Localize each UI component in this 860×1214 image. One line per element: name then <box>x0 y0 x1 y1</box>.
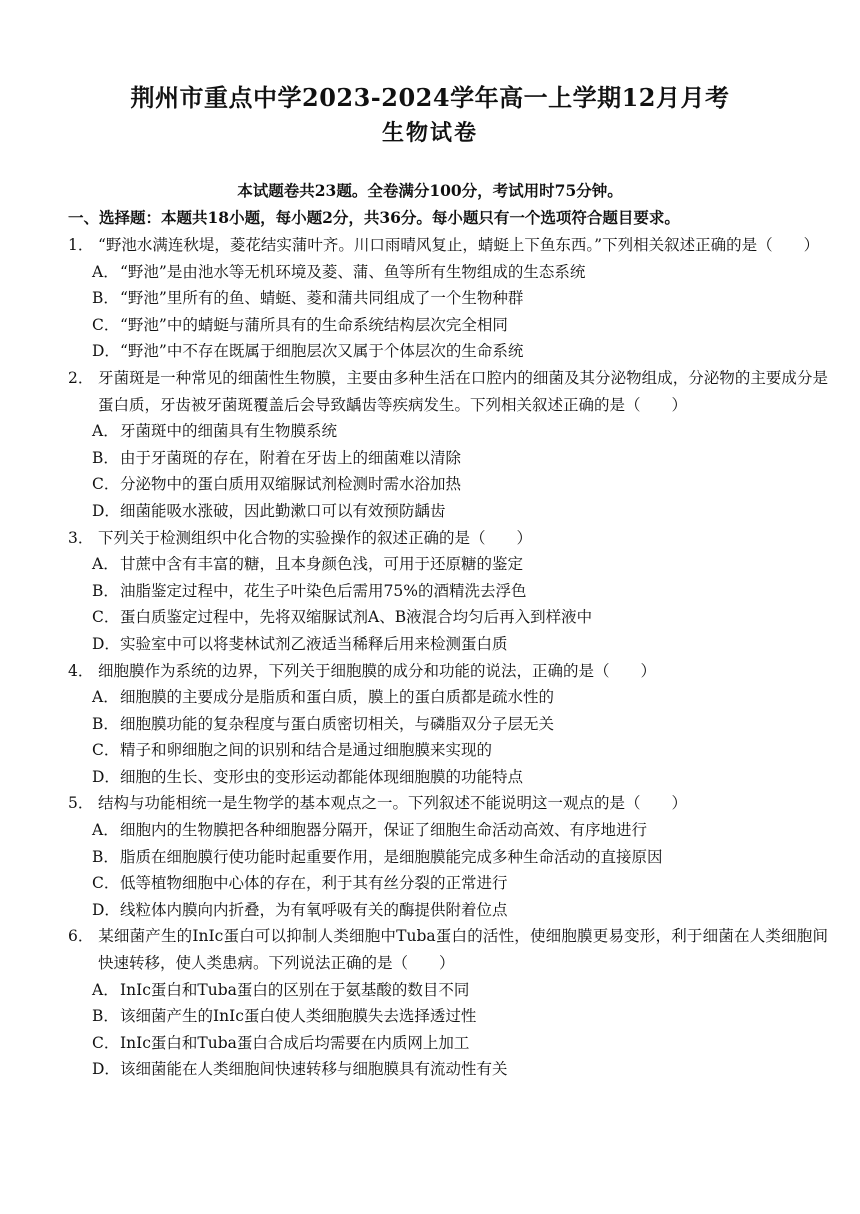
option-b <box>68 285 828 312</box>
option-b <box>68 578 828 605</box>
option-d <box>68 631 828 658</box>
option-text: 细胞的生长、变形虫的变形运动都能体现细胞膜的功能特点 <box>120 767 524 786</box>
question-stem <box>68 790 828 817</box>
option-a <box>68 418 828 445</box>
option-text: “野池”是由池水等无机环境及菱、蒲、鱼等所有生物组成的生态系统 <box>120 262 586 281</box>
option-text: 细胞膜功能的复杂程度与蛋白质密切相关，与磷脂双分子层无关 <box>120 714 555 733</box>
question-2 <box>68 365 828 525</box>
option-c <box>68 870 828 897</box>
question-number: 6． <box>68 927 94 946</box>
option-label: A． <box>92 422 119 441</box>
option-text: 实验室中可以将斐林试剂乙液适当稀释后用来检测蛋白质 <box>120 634 508 653</box>
question-5 <box>68 790 828 923</box>
option-c <box>68 1030 828 1057</box>
option-text: 细胞膜的主要成分是脂质和蛋白质，膜上的蛋白质都是疏水性的 <box>120 688 555 707</box>
option-text: “野池”中的蜻蜓与蒲所具有的生命系统结构层次完全相同 <box>120 315 508 334</box>
question-list <box>68 232 828 1083</box>
option-label: C． <box>92 741 120 760</box>
option-label: B． <box>92 448 119 467</box>
option-text: “野池”中不存在既属于细胞层次又属于个体层次的生命系统 <box>120 342 524 361</box>
question-number: 2． <box>68 368 94 387</box>
option-label: D． <box>92 634 120 653</box>
option-text: 精子和卵细胞之间的识别和结合是通过细胞膜来实现的 <box>120 741 493 760</box>
option-label: D． <box>92 767 120 786</box>
question-1 <box>68 232 828 365</box>
option-text: 分泌物中的蛋白质用双缩脲试剂检测时需水浴加热 <box>120 475 462 494</box>
option-label: D． <box>92 1060 120 1079</box>
question-4 <box>68 658 828 791</box>
option-a <box>68 259 828 286</box>
option-label: B． <box>92 714 119 733</box>
option-d <box>68 338 828 365</box>
option-text: “野池”里所有的鱼、蜻蜓、菱和蒲共同组成了一个生物种群 <box>120 289 524 308</box>
option-label: A． <box>92 980 119 999</box>
option-d <box>68 897 828 924</box>
option-text: 甘蔗中含有丰富的糖，且本身颜色浅，可用于还原糖的鉴定 <box>120 555 524 574</box>
option-label: C． <box>92 874 120 893</box>
question-3 <box>68 525 828 658</box>
option-label: C． <box>92 1033 120 1052</box>
question-text: 细胞膜作为系统的边界，下列关于细胞膜的成分和功能的说法，正确的是（ ） <box>98 661 657 680</box>
option-text: 牙菌斑中的细菌具有生物膜系统 <box>120 422 338 441</box>
question-stem <box>68 923 828 976</box>
option-label: C． <box>92 608 120 627</box>
option-d <box>68 1056 828 1083</box>
option-label: D． <box>92 501 120 520</box>
option-label: D． <box>92 900 120 919</box>
option-d <box>68 764 828 791</box>
option-b <box>68 1003 828 1030</box>
option-text: 细胞内的生物膜把各种细胞器分隔开，保证了细胞生命活动高效、有序地进行 <box>120 821 648 840</box>
option-c <box>68 471 828 498</box>
option-text: 低等植物细胞中心体的存在，利于其有丝分裂的正常进行 <box>120 874 508 893</box>
question-text: 牙菌斑是一种常见的细菌性生物膜，主要由多种生活在口腔内的细菌及其分泌物组成，分泌物的主要成分是蛋白质，牙齿被牙菌斑覆盖后会导致龋齿等疾病发生。下列相关叙述正确的是（ ） <box>98 368 828 414</box>
option-label: A． <box>92 821 119 840</box>
option-d <box>68 498 828 525</box>
question-stem <box>68 232 828 259</box>
option-a <box>68 684 828 711</box>
option-text: 该细菌产生的InIc蛋白使人类细胞膜失去选择透过性 <box>120 1007 477 1026</box>
exam-intro: 本试题卷共23题。全卷满分100分，考试用时75分钟。 <box>237 181 623 200</box>
option-a <box>68 817 828 844</box>
option-b <box>68 711 828 738</box>
option-label: B． <box>92 289 119 308</box>
option-c <box>68 737 828 764</box>
question-stem <box>68 525 828 552</box>
option-c <box>68 604 828 631</box>
question-text: 下列关于检测组织中化合物的实验操作的叙述正确的是（ ） <box>98 528 533 547</box>
option-label: C． <box>92 475 120 494</box>
question-number: 4． <box>68 661 94 680</box>
option-text: InIc蛋白和Tuba蛋白的区别在于氨基酸的数目不同 <box>120 980 470 999</box>
option-b <box>68 445 828 472</box>
option-c <box>68 312 828 339</box>
option-label: A． <box>92 688 119 707</box>
option-text: 由于牙菌斑的存在，附着在牙齿上的细菌难以清除 <box>120 448 462 467</box>
option-label: C． <box>92 315 120 334</box>
option-text: InIc蛋白和Tuba蛋白合成后均需要在内质网上加工 <box>120 1033 470 1052</box>
exam-title: 荆州市重点中学2023-2024学年高一上学期12月月考 <box>130 83 730 112</box>
question-number: 5． <box>68 794 94 813</box>
question-number: 3． <box>68 528 94 547</box>
option-text: 线粒体内膜向内折叠，为有氧呼吸有关的酶提供附着位点 <box>120 900 508 919</box>
option-label: A． <box>92 555 119 574</box>
option-a <box>68 551 828 578</box>
option-label: B． <box>92 847 119 866</box>
option-text: 细菌能吸水涨破，因此勤漱口可以有效预防龋齿 <box>120 501 446 520</box>
question-stem <box>68 658 828 685</box>
question-number: 1． <box>68 236 94 254</box>
question-6 <box>68 923 828 1083</box>
question-text: 某细菌产生的InIc蛋白可以抑制人类细胞中Tuba蛋白的活性，使细胞膜更易变形，利于细菌在人类细胞间快速转移，使人类患病。下列说法正确的是（ ） <box>98 927 828 973</box>
option-label: A． <box>92 262 119 281</box>
option-label: D． <box>92 342 120 361</box>
option-text: 蛋白质鉴定过程中，先将双缩脲试剂A、B液混合均匀后再入到样液中 <box>120 608 593 627</box>
option-label: B． <box>92 581 119 600</box>
exam-subtitle: 生物试卷 <box>381 120 478 146</box>
option-text: 油脂鉴定过程中，花生子叶染色后需用75%的酒精洗去浮色 <box>120 581 527 600</box>
option-label: B． <box>92 1007 119 1026</box>
question-text: 结构与功能相统一是生物学的基本观点之一。下列叙述不能说明这一观点的是（ ） <box>98 794 688 813</box>
option-a <box>68 977 828 1004</box>
question-text: “野池水满连秋堤，菱花结实蒲叶齐。川口雨晴风复止，蜻蜓上下鱼东西。”下列相关叙述正确的是（ ） <box>98 236 820 254</box>
option-text: 该细菌能在人类细胞间快速转移与细胞膜具有流动性有关 <box>120 1060 508 1079</box>
section-heading: 一、选择题：本题共18小题，每小题2分，共36分。每小题只有一个选项符合题目要求。 <box>68 208 680 227</box>
option-b <box>68 844 828 871</box>
question-stem <box>68 365 828 418</box>
option-text: 脂质在细胞膜行使功能时起重要作用，是细胞膜能完成多种生命活动的直接原因 <box>120 847 663 866</box>
